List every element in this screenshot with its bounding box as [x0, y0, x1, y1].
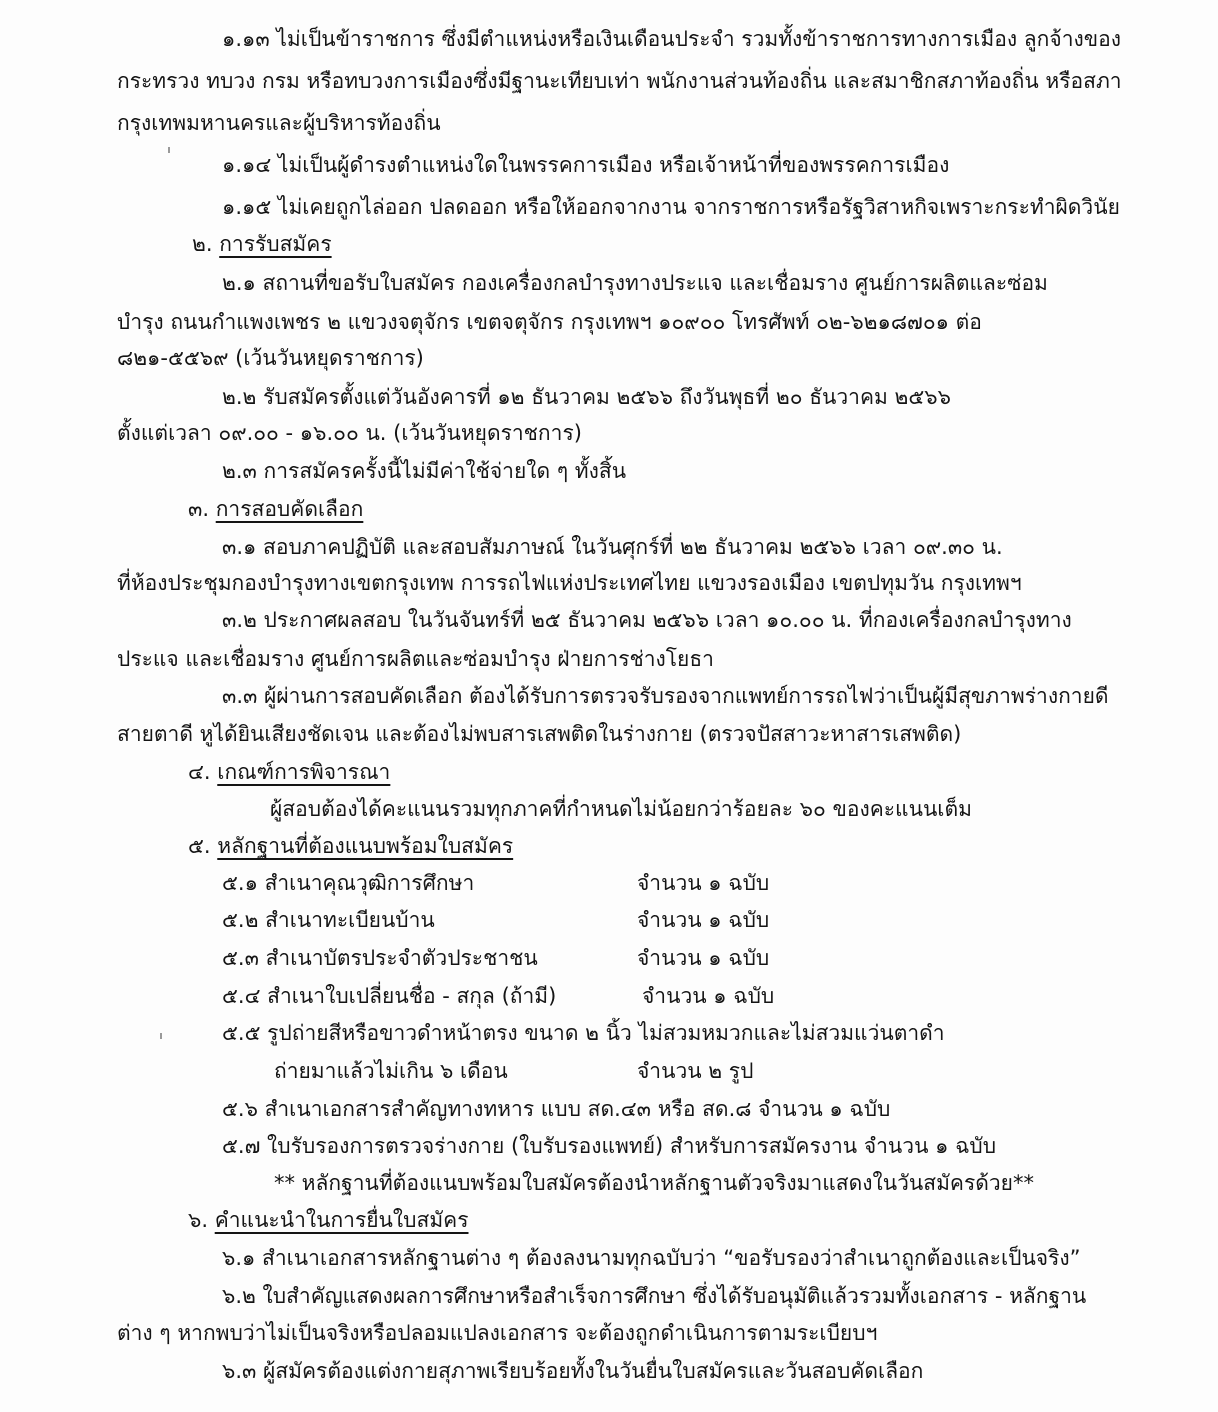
para-6-3: ๖.๓ ผู้สมัครต้องแต่งกายสุภาพเรียบร้อยทั้งในวันยื่นใบสมัครและวันสอบคัดเลือก — [222, 1359, 924, 1383]
doc-item-5-5-detail: ถ่ายมาแล้วไม่เกิน ๖ เดือน — [274, 1059, 508, 1083]
section-6-number: ๖. — [188, 1208, 209, 1232]
doc-qty-5-1: จำนวน ๑ ฉบับ — [637, 871, 770, 895]
para-6-2-line-2: ต่าง ๆ หากพบว่าไม่เป็นจริงหรือปลอมแปลงเอกสาร จะต้องถูกดำเนินการตามระเบียบฯ — [117, 1321, 878, 1345]
para-2-3: ๒.๓ การสมัครครั้งนี้ไม่มีค่าใช้จ่ายใด ๆ ทั้งสิ้น — [222, 459, 627, 483]
doc-item-5-1: ๕.๑ สำเนาคุณวุฒิการศึกษา — [222, 871, 475, 895]
para-1-13-line-1: ๑.๑๓ ไม่เป็นข้าราชการ ซึ่งมีตำแหน่งหรือเงินเดือนประจำ รวมทั้งข้าราชการทางการเมือง ลูกจ้างของ — [222, 27, 1121, 51]
section-3-title: การสอบคัดเลือก — [215, 497, 364, 521]
para-2-1-line-2: บำรุง ถนนกำแพงเพชร ๒ แขวงจตุจักร เขตจตุจักร กรุงเทพฯ ๑๐๙๐๐ โทรศัพท์ ๐๒-๖๒๑๘๗๐๑ ต่อ — [117, 310, 982, 334]
doc-note: ** หลักฐานที่ต้องแนบพร้อมใบสมัครต้องนำหลักฐานตัวจริงมาแสดงในวันสมัครด้วย** — [274, 1171, 1034, 1195]
doc-item-5-6: ๕.๖ สำเนาเอกสารสำคัญทางทหาร แบบ สด.๔๓ หรือ สด.๘ จำนวน ๑ ฉบับ — [222, 1097, 891, 1121]
para-2-1-line-3: ๘๒๑-๕๕๖๙ (เว้นวันหยุดราชการ) — [117, 346, 424, 370]
doc-qty-5-3: จำนวน ๑ ฉบับ — [637, 946, 770, 970]
section-4-title: เกณฑ์การพิจารณา — [217, 760, 391, 784]
para-6-1: ๖.๑ สำเนาเอกสารหลักฐานต่าง ๆ ต้องลงนามทุกฉบับว่า “ขอรับรองว่าสำเนาถูกต้องและเป็นจริง” — [222, 1246, 1081, 1270]
para-2-2-line-2: ตั้งแต่เวลา ๐๙.๐๐ - ๑๖.๐๐ น. (เว้นวันหยุดราชการ) — [117, 421, 582, 445]
section-3-heading — [188, 494, 363, 528]
section-5-title: หลักฐานที่ต้องแนบพร้อมใบสมัคร — [217, 834, 514, 858]
para-6-2-line-1: ๖.๒ ใบสำคัญแสดงผลการศึกษาหรือสำเร็จการศึกษา ซึ่งได้รับอนุมัติแล้วรวมทั้งเอกสาร - หลักฐาน — [222, 1284, 1087, 1308]
section-6-heading — [188, 1205, 469, 1239]
section-2-number: ๒. — [192, 232, 213, 256]
section-6-title: คำแนะนำในการยื่นใบสมัคร — [214, 1208, 469, 1232]
section-5-heading — [188, 831, 513, 865]
doc-qty-5-2: จำนวน ๑ ฉบับ — [637, 908, 770, 932]
section-4-number: ๔. — [188, 760, 211, 784]
para-3-2-line-1: ๓.๒ ประกาศผลสอบ ในวันจันทร์ที่ ๒๕ ธันวาคม ๒๕๖๖ เวลา ๑๐.๐๐ น. ที่กองเครื่องกลบำรุงทาง — [222, 608, 1072, 632]
para-1-15: ๑.๑๕ ไม่เคยถูกไล่ออก ปลดออก หรือให้ออกจากงาน จากราชการหรือรัฐวิสาหกิจเพราะกระทำผิดวินัย — [222, 195, 1120, 219]
para-1-13-line-3: กรุงเทพมหานครและผู้บริหารท้องถิ่น — [117, 111, 441, 135]
doc-item-5-4: ๕.๔ สำเนาใบเปลี่ยนชื่อ - สกุล (ถ้ามี) — [222, 984, 557, 1008]
doc-item-5-5: ๕.๕ รูปถ่ายสีหรือขาวดำหน้าตรง ขนาด ๒ นิ้ว ไม่สวมหมวกและไม่สวมแว่นตาดำ — [222, 1021, 945, 1045]
scan-speck — [160, 1033, 162, 1039]
para-1-13-line-2: กระทรวง ทบวง กรม หรือทบวงการเมืองซึ่งมีฐานะเทียบเท่า พนักงานส่วนท้องถิ่น และสมาชิกสภาท้องถิ่น หรือสภา — [117, 69, 1122, 93]
doc-item-5-2: ๕.๒ สำเนาทะเบียนบ้าน — [222, 908, 435, 932]
doc-qty-5-5: จำนวน ๒ รูป — [637, 1059, 754, 1083]
section-5-number: ๕. — [188, 834, 211, 858]
scan-speck — [168, 147, 170, 153]
para-2-1-line-1: ๒.๑ สถานที่ขอรับใบสมัคร กองเครื่องกลบำรุงทางประแจ และเชื่อมราง ศูนย์การผลิตและซ่อม — [222, 271, 1048, 295]
para-3-1-line-2: ที่ห้องประชุมกองบำรุงทางเขตกรุงเทพ การรถไฟแห่งประเทศไทย แขวงรองเมือง เขตปทุมวัน กรุงเทพฯ — [117, 571, 1022, 595]
section-3-number: ๓. — [188, 497, 210, 521]
doc-item-5-3: ๕.๓ สำเนาบัตรประจำตัวประชาชน — [222, 946, 538, 970]
para-1-14: ๑.๑๔ ไม่เป็นผู้ดำรงตำแหน่งใดในพรรคการเมือง หรือเจ้าหน้าที่ของพรรคการเมือง — [222, 153, 950, 177]
section-2-title: การรับสมัคร — [219, 232, 332, 256]
doc-qty-5-4: จำนวน ๑ ฉบับ — [642, 984, 775, 1008]
para-3-3-line-2: สายตาดี หูได้ยินเสียงชัดเจน และต้องไม่พบสารเสพติดในร่างกาย (ตรวจปัสสาวะหาสารเสพติด) — [117, 722, 962, 746]
para-4-criteria: ผู้สอบต้องได้คะแนนรวมทุกภาคที่กำหนดไม่น้อยกว่าร้อยละ ๖๐ ของคะแนนเต็ม — [270, 797, 972, 821]
section-2-heading — [192, 229, 332, 263]
para-3-1-line-1: ๓.๑ สอบภาคปฏิบัติ และสอบสัมภาษณ์ ในวันศุกร์ที่ ๒๒ ธันวาคม ๒๕๖๖ เวลา ๐๙.๓๐ น. — [222, 535, 1003, 559]
doc-item-5-7: ๕.๗ ใบรับรองการตรวจร่างกาย (ใบรับรองแพทย์) สำหรับการสมัครงาน จำนวน ๑ ฉบับ — [222, 1134, 997, 1158]
section-4-heading — [188, 757, 390, 791]
para-3-3-line-1: ๓.๓ ผู้ผ่านการสอบคัดเลือก ต้องได้รับการตรวจรับรองจากแพทย์การรถไฟว่าเป็นผู้มีสุขภาพร่างกายดี — [222, 684, 1109, 708]
para-2-2-line-1: ๒.๒ รับสมัครตั้งแต่วันอังคารที่ ๑๒ ธันวาคม ๒๕๖๖ ถึงวันพุธที่ ๒๐ ธันวาคม ๒๕๖๖ — [222, 385, 951, 409]
para-3-2-line-2: ประแจ และเชื่อมราง ศูนย์การผลิตและซ่อมบำรุง ฝ่ายการช่างโยธา — [117, 647, 714, 671]
